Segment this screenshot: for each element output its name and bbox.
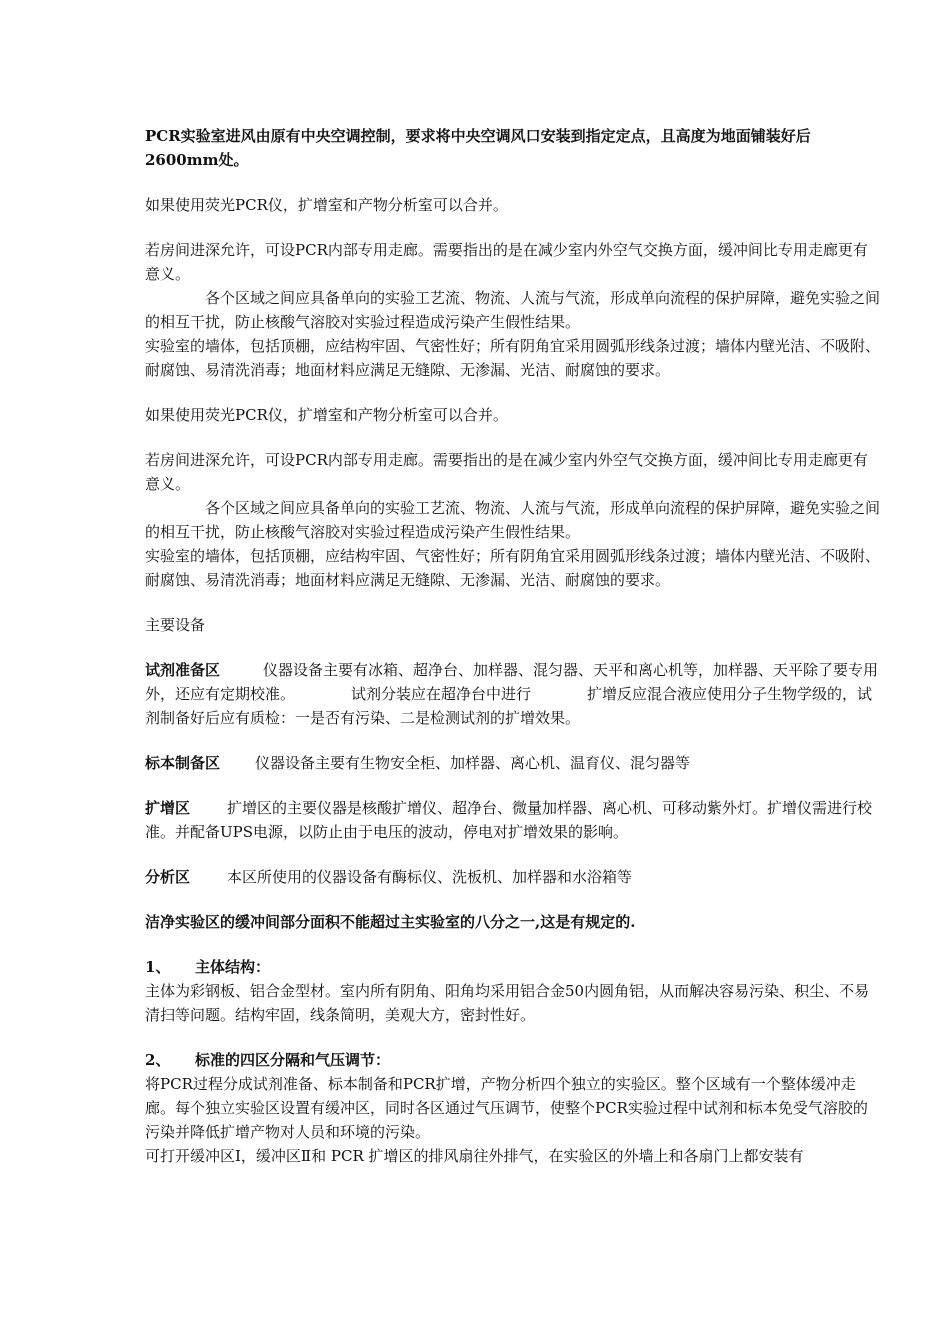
zone-text: 本区所使用的仪器设备有酶标仪、洗板机、加样器和水浴箱等 (227, 868, 633, 886)
section-title: 主体结构： (195, 958, 271, 976)
intro-paragraph: PCR实验室进风由原有中央空调控制，要求将中央空调风口安装到指定定点，且高度为地面铺装好后2600mm处。 (145, 127, 811, 169)
paragraph-corridor-repeat: 若房间进深允许，可设PCR内部专用走廊。需要指出的是在减少室内外空气交换方面，缓冲间比专用走廊更有意义。 (145, 451, 868, 493)
zone-amplification (145, 796, 880, 844)
zone-name: 分析区 (145, 868, 191, 886)
section-heading (145, 1048, 880, 1072)
section-body: 将PCR过程分成试剂准备、标本制备和PCR扩增，产物分析四个独立的实验区。整个区域有一个整体缓冲走廊。每个独立实验区设置有缓冲区，同时各区通过气压调节，使整个PCR实验过程中试剂和标本免受气溶胶的污染并降低扩增产物对人员和环境的污染。 (145, 1075, 868, 1141)
zone-name: 扩增区 (145, 799, 191, 817)
equipment-heading: 主要设备 (145, 616, 206, 634)
paragraph-unidirectional-flow: 各个区域之间应具备单向的实验工艺流、物流、人流与气流，形成单向流程的保护屏障，避免实验之间的相互干扰，防止核酸气溶胶对实验过程造成污染产生假性结果。 (145, 289, 881, 331)
section-number: 2、 (145, 1051, 171, 1069)
zone-name: 标本制备区 (145, 754, 221, 772)
buffer-area-note: 洁净实验区的缓冲间部分面积不能超过主实验室的八分之一,这是有规定的. (145, 913, 636, 931)
zone-text: 仪器设备主要有生物安全柜、加样器、离心机、温育仪、混匀器等 (255, 754, 691, 772)
zone-text: 仪器设备主要有冰箱、超净台、加样器、混匀器、天平和离心机等，加样器、天平除了要专用外，还应有定期校准。 (145, 661, 879, 703)
section-title: 标准的四区分隔和气压调节： (195, 1051, 391, 1069)
paragraph-fluorescent-pcr: 如果使用荧光PCR仪，扩增室和产物分析室可以合并。 (145, 196, 508, 214)
section-body: 主体为彩钢板、铝合金型材。室内所有阴角、阳角均采用铝合金50内圆角铝，从而解决容易污染、积尘、不易清扫等问题。结构牢固，线条简明，美观大方，密封性好。 (145, 982, 870, 1024)
section-number: 1、 (145, 958, 171, 976)
zone-text: 试剂分装应在超净台中进行 (351, 685, 532, 703)
paragraph-corridor: 若房间进深允许，可设PCR内部专用走廊。需要指出的是在减少室内外空气交换方面，缓冲间比专用走廊更有意义。 (145, 241, 868, 283)
paragraph-unidirectional-flow-repeat: 各个区域之间应具备单向的实验工艺流、物流、人流与气流，形成单向流程的保护屏障，避免实验之间的相互干扰，防止核酸气溶胶对实验过程造成污染产生假性结果。 (145, 499, 881, 541)
section-heading (145, 955, 880, 979)
section-body: 可打开缓冲区Ⅰ，缓冲区Ⅱ和 PCR 扩增区的排风扇往外排气，在实验区的外墙上和各扇门上都安装有 (145, 1147, 804, 1165)
zone-analysis (145, 865, 880, 889)
paragraph-walls-repeat: 实验室的墙体，包括顶棚，应结构牢固、气密性好；所有阴角宜采用圆弧形线条过渡；墙体内壁光洁、不吸附、耐腐蚀、易清洗消毒；地面材料应满足无缝隙、无渗漏、光洁、耐腐蚀的要求。 (145, 547, 881, 589)
zone-sample-prep (145, 751, 880, 775)
zone-text: 扩增区的主要仪器是核酸扩增仪、超净台、微量加样器、离心机、可移动紫外灯。扩增仪需进行校准。并配备UPS电源，以防止由于电压的波动，停电对扩增效果的影响。 (145, 799, 873, 841)
zone-name: 试剂准备区 (145, 661, 221, 679)
zone-text: 扩增反应混合液应使用分子生物学级的，试剂制备好后应有质检：一是否有污染、二是检测试剂的扩增效果。 (145, 685, 873, 727)
paragraph-fluorescent-pcr-repeat: 如果使用荧光PCR仪，扩增室和产物分析室可以合并。 (145, 406, 508, 424)
paragraph-walls: 实验室的墙体，包括顶棚，应结构牢固、气密性好；所有阴角宜采用圆弧形线条过渡；墙体内壁光洁、不吸附、耐腐蚀、易清洗消毒；地面材料应满足无缝隙、无渗漏、光洁、耐腐蚀的要求。 (145, 337, 881, 379)
zone-reagent-prep (145, 658, 880, 730)
